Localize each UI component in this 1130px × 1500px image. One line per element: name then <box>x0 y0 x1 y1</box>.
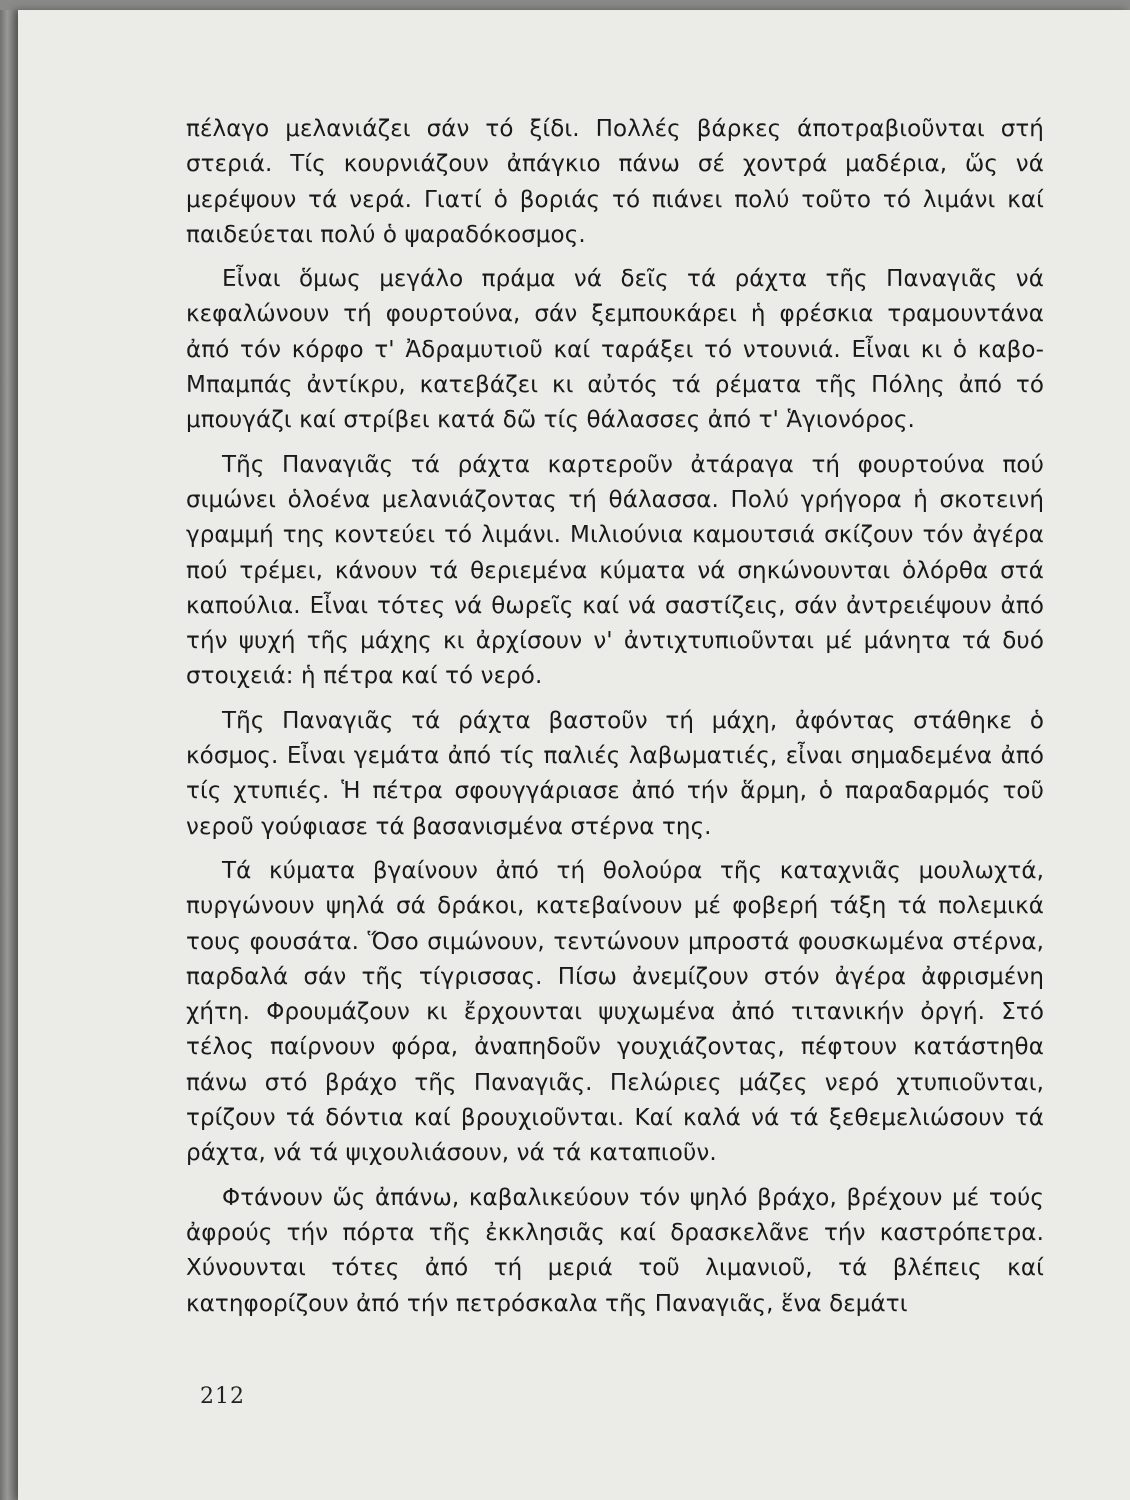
paragraph-5: Τά κύματα βγαίνουν ἀπό τή θολούρα τῆς καταχνιᾶς μουλωχτά, πυργώνουν ψηλά σά δράκοι, κατεβαίνουν μέ φοβερή τάξη τά πολεμικά τους φουσάτα. Ὅσο σιμώνουν, τεντώνουν μπροστά φουσκωμένα στέρνα, παρδαλά σάν τῆς τίγρισσας. Πίσω ἀνεμίζουν στόν ἀγέρα ἀφρισμένη χήτη. Φρουμάζουν κι ἔρχουνται ψυχωμένα ἀπό τιτανικήν ὀργή. Στό τέλος παίρνουν φόρα, ἀναπηδοῦν γουχιάζοντας, πέφτουν κατάστηθα πάνω στό βράχο τῆς Παναγιᾶς. Πελώριες μάζες νερό χτυπιοῦνται, τρίζουν τά δόντια καί βρουχιοῦνται. Καί καλά νά τά ξεθεμελιώσουν τά ράχτα, νά τά ψιχουλιάσουν, νά τά καταπιοῦν. <box>186 857 1044 1167</box>
paragraph-3: Τῆς Παναγιᾶς τά ράχτα καρτεροῦν ἀτάραγα τή φουρτούνα πού σιμώνει ὁλοένα μελανιάζοντας τή θάλασσα. Πολύ γρήγορα ἡ σκοτεινή γραμμή της κοντεύει τό λιμάνι. Μιλιούνια καμουτσιά σκίζουν τόν ἀγέρα πού τρέμει, κάνουν τά θεριεμένα κύματα νά σηκώνουνται ὁλόρθα στά καπούλια. Εἶναι τότες νά θωρεῖς καί νά σαστίζεις, σάν ἀντρειέψουν ἀπό τήν ψυχή τῆς μάχης κι ἀρχίσουν ν' ἀντιχτυπιοῦνται μέ μάνητα τά δυό στοιχειά: ἡ πέτρα καί τό νερό. <box>186 451 1044 690</box>
paragraph-4: Τῆς Παναγιᾶς τά ράχτα βαστοῦν τή μάχη, ἀφόντας στάθηκε ὁ κόσμος. Εἶναι γεμάτα ἀπό τίς παλιές λαβωματιές, εἶναι σημαδεμένα ἀπό τίς χτυπιές. Ἡ πέτρα σφουγγάριασε ἀπό τήν ἅρμη, ὁ παραδαρμός τοῦ νεροῦ γούφιασε τά βασανισμένα στέρνα της. <box>186 707 1044 840</box>
paragraph-6: Φτάνουν ὥς ἀπάνω, καβαλικεύουν τόν ψηλό βράχο, βρέχουν μέ τούς ἀφρούς τήν πόρτα τῆς ἐκκλησιᾶς καί δρασκελᾶνε τήν καστρόπετρα. Χύνουνται τότες ἀπό τή μεριά τοῦ λιμανιοῦ, τά βλέπεις καί κατηφορίζουν ἀπό τήν πετρόσκαλα τῆς Παναγιᾶς, ἕνα δεμάτι <box>186 1184 1044 1317</box>
page-edge-shadow <box>0 10 18 1500</box>
paragraph-1: πέλαγο μελανιάζει σάν τό ξίδι. Πολλές βάρκες άποτραβιοῦνται στή στεριά. Τίς κουρνιάζουν ἀπάγκιο πάνω σέ χοντρά μαδέρια, ὥς νά μερέψουν τά νερά. Γιατί ὁ βοριάς τό πιάνει πολύ τοῦτο τό λιμάνι καί παιδεύεται πολύ ὁ ψαραδόκοσμος. <box>186 116 1044 248</box>
page-number: 212 <box>200 1384 245 1409</box>
paragraph-2: Εἶναι ὅμως μεγάλο πράμα νά δεῖς τά ράχτα τῆς Παναγιᾶς νά κεφαλώνουν τή φουρτούνα, σάν ξεμπουκάρει ἡ φρέσκια τραμουντάνα ἀπό τόν κόρφο τ' Ἀδραμυτιοῦ καί ταράξει τό ντουνιά. Εἶναι κι ὁ καβο-Μπαμπάς ἀντίκρυ, κατεβάζει κι αὐτός τά ρέματα τῆς Πόλης ἀπό τό μπουγάζι καί στρίβει κατά δῶ τίς θάλασσες ἀπό τ' Ἁγιονόρος. <box>186 266 1044 434</box>
body-text <box>186 112 1044 1331</box>
